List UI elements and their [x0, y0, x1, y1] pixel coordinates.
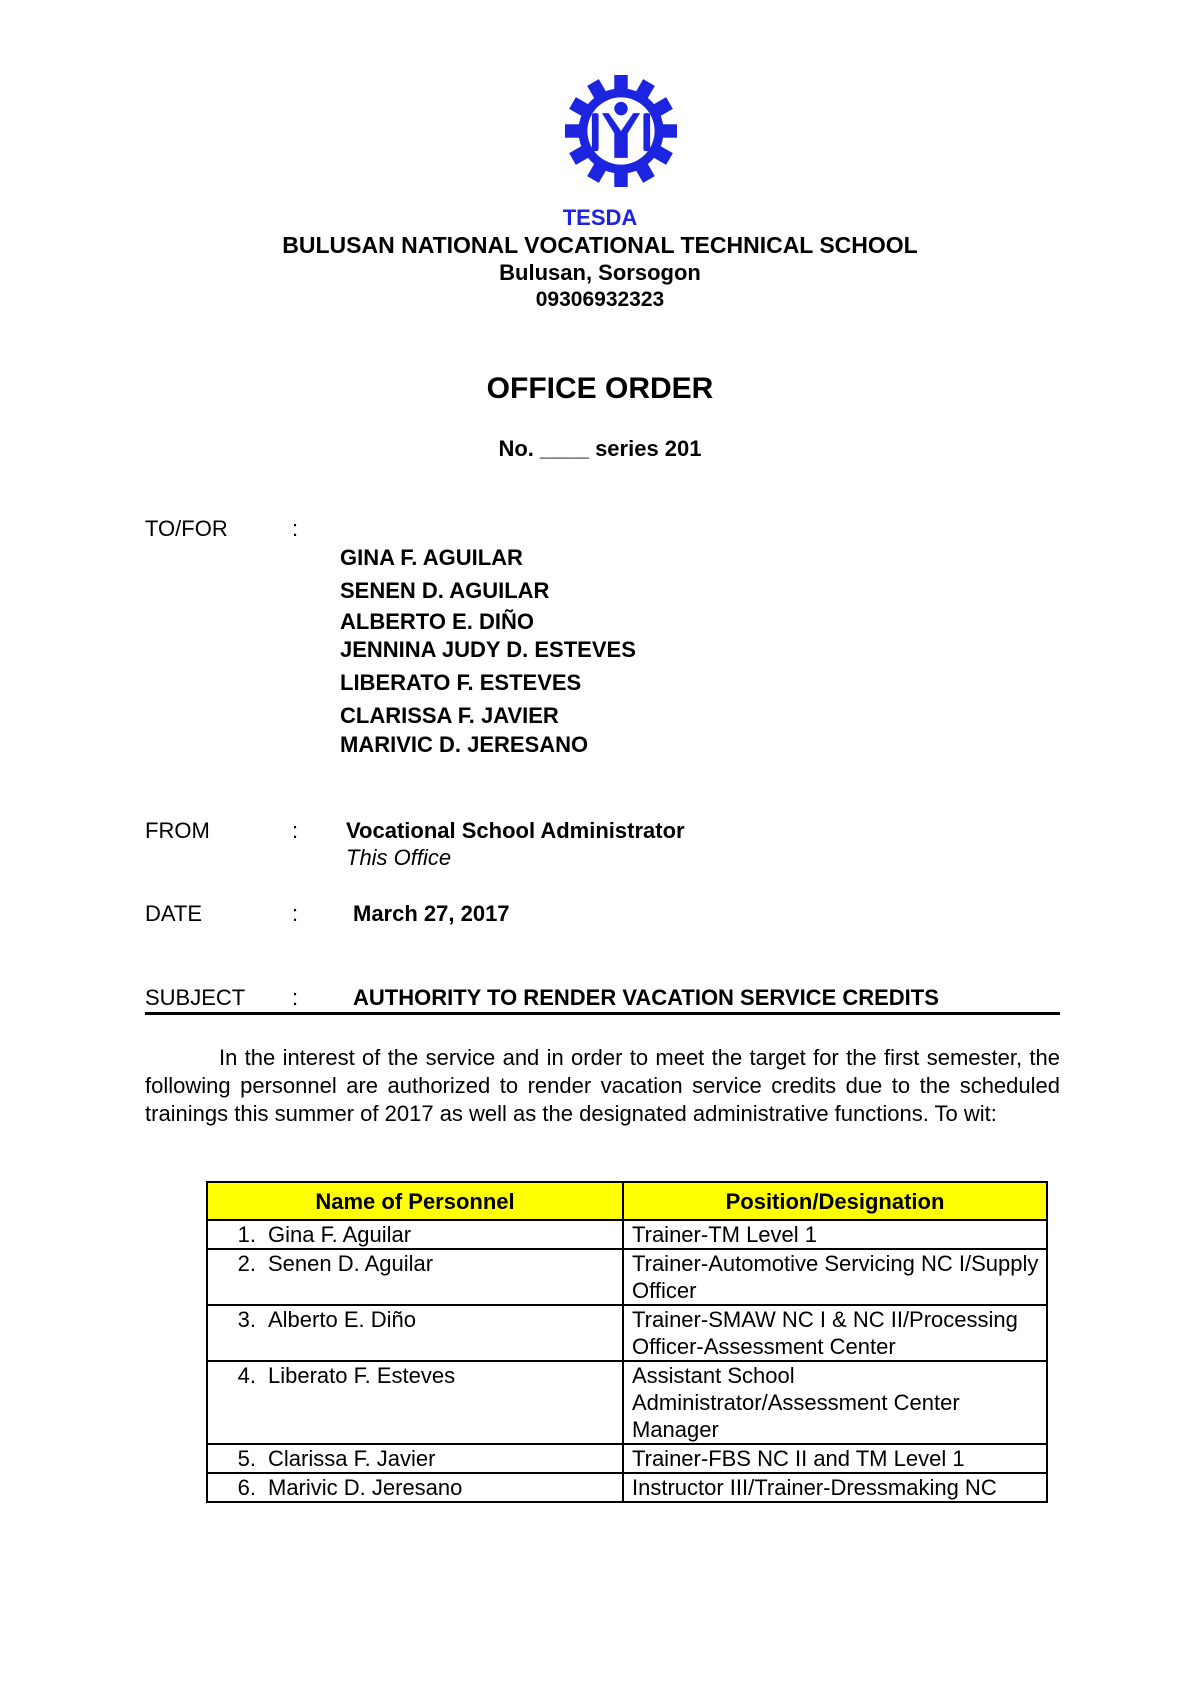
- name-cell: [207, 1220, 623, 1249]
- recipient: JENNINA JUDY D. ESTEVES: [340, 637, 636, 662]
- position-cell: Trainer-TM Level 1: [623, 1220, 1047, 1249]
- school-address: Bulusan, Sorsogon: [499, 260, 701, 285]
- table-header-row: [207, 1182, 1047, 1220]
- personnel-table: [206, 1181, 1048, 1503]
- position-cell: Instructor III/Trainer-Dressmaking NC: [623, 1473, 1047, 1502]
- subject-colon: :: [292, 985, 299, 1010]
- from-label: FROM: [145, 818, 210, 843]
- row-number: 6.: [237, 1475, 256, 1500]
- subject-label: SUBJECT: [145, 985, 246, 1010]
- date-value: March 27, 2017: [353, 901, 510, 926]
- table-row: [207, 1220, 1047, 1249]
- recipient: MARIVIC D. JERESANO: [340, 732, 589, 757]
- table-row: [207, 1249, 1047, 1305]
- name-cell: [207, 1305, 623, 1361]
- name-cell: [207, 1473, 623, 1502]
- order-number: No. ____ series 201: [498, 436, 702, 461]
- table-row: [207, 1444, 1047, 1473]
- row-number: 1.: [237, 1222, 256, 1247]
- from-office: This Office: [346, 845, 452, 870]
- position-cell: Trainer-FBS NC II and TM Level 1: [623, 1444, 1047, 1473]
- table-row: [207, 1305, 1047, 1361]
- name-cell: [207, 1444, 623, 1473]
- table-row: [207, 1361, 1047, 1444]
- personnel-name: Marivic D. Jeresano: [268, 1475, 463, 1500]
- document-title: OFFICE ORDER: [486, 372, 714, 405]
- column-header-position: Position/Designation: [623, 1182, 1047, 1220]
- from-colon: :: [292, 818, 299, 843]
- row-number: 3.: [237, 1307, 256, 1332]
- name-cell: [207, 1249, 623, 1305]
- personnel-name: Alberto E. Diño: [268, 1307, 416, 1332]
- row-number: 4.: [237, 1363, 256, 1388]
- tesda-gear-logo: [565, 75, 677, 187]
- personnel-name: Clarissa F. Javier: [268, 1446, 436, 1471]
- recipient: GINA F. AGUILAR: [340, 545, 523, 570]
- recipient: SENEN D. AGUILAR: [340, 578, 550, 603]
- body-paragraph: In the interest of the service and in order to meet the target for the first semester, the following personnel are authorized to render vacation service credits due to the scheduled trainings this summer of 2017 as well as the designated administrative functions. To wit:: [145, 1045, 1060, 1126]
- from-name: Vocational School Administrator: [346, 818, 685, 843]
- to-for-colon: :: [292, 516, 299, 541]
- school-phone: 09306932323: [535, 288, 665, 311]
- recipient: LIBERATO F. ESTEVES: [340, 670, 582, 695]
- school-name: BULUSAN NATIONAL VOCATIONAL TECHNICAL SCHOOL: [282, 232, 918, 258]
- column-header-name: Name of Personnel: [207, 1182, 623, 1220]
- row-number: 5.: [237, 1446, 256, 1471]
- to-for-label: TO/FOR: [145, 516, 228, 541]
- date-colon: :: [292, 901, 299, 926]
- position-cell: Trainer-SMAW NC I & NC II/Processing Officer-Assessment Center: [623, 1305, 1047, 1361]
- recipient: CLARISSA F. JAVIER: [340, 703, 559, 728]
- subject-divider: [145, 1012, 1060, 1015]
- name-cell: [207, 1361, 623, 1444]
- position-cell: Assistant School Administrator/Assessment Center Manager: [623, 1361, 1047, 1444]
- subject-value: AUTHORITY TO RENDER VACATION SERVICE CREDITS: [353, 985, 939, 1010]
- personnel-name: Liberato F. Esteves: [268, 1363, 456, 1388]
- personnel-name: Gina F. Aguilar: [268, 1222, 412, 1247]
- row-number: 2.: [237, 1251, 256, 1276]
- agency-name: TESDA: [562, 205, 638, 230]
- recipient: ALBERTO E. DIÑO: [340, 609, 534, 634]
- position-cell: Trainer-Automotive Servicing NC I/Supply Officer: [623, 1249, 1047, 1305]
- table-row: [207, 1473, 1047, 1502]
- personnel-name: Senen D. Aguilar: [268, 1251, 434, 1276]
- date-label: DATE: [145, 901, 203, 926]
